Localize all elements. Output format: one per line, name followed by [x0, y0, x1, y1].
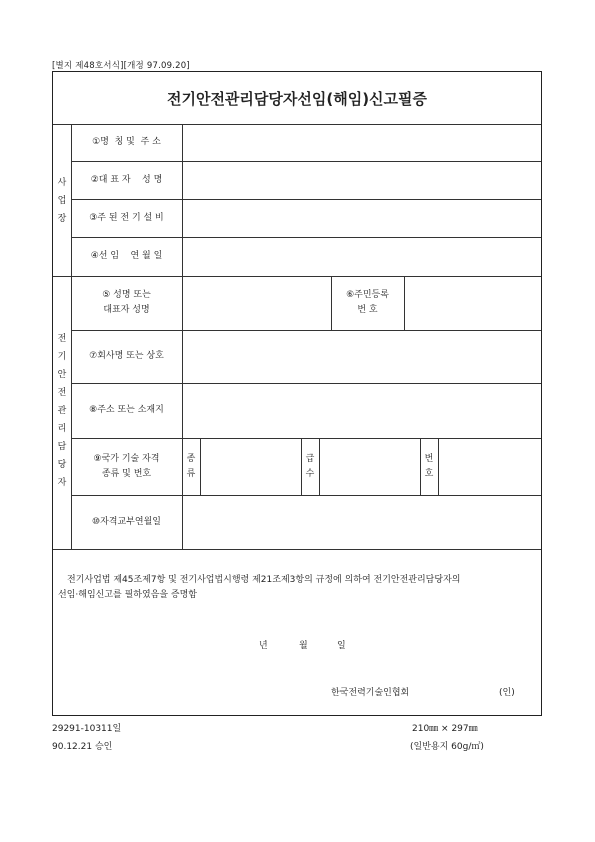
- appointment-date-label: ④선 임 연 월 일: [90, 251, 163, 261]
- grade-label: 급 수: [305, 454, 315, 479]
- issue-date-label: ⑩자격교부연월일: [92, 516, 161, 527]
- business-section-label: 사 업 장: [57, 178, 67, 224]
- manager-name-label: ⑤ 성명 또는 대표자 성명: [102, 290, 151, 315]
- approval-date: 90.12.21 승인: [52, 742, 113, 752]
- qualification-number-field[interactable]: [439, 439, 540, 495]
- main-equipment-field[interactable]: [183, 200, 540, 237]
- issuer-name: 한국전력기술인협회: [331, 688, 410, 698]
- resident-number-field[interactable]: [405, 277, 540, 330]
- paper-size: 210㎜ × 297㎜: [412, 724, 478, 734]
- qualification-label: ⑨국가 기술 자격 종류 및 번호: [93, 454, 160, 479]
- form-code: 29291-10311일: [52, 724, 122, 734]
- seal-mark: (인): [499, 688, 515, 698]
- issue-date-field[interactable]: [183, 496, 540, 549]
- qualification-type-label: 종 류: [186, 454, 196, 479]
- certificate-form: [52, 71, 542, 716]
- section-divider: [53, 549, 541, 550]
- manager-name-field[interactable]: [183, 277, 331, 330]
- form-title: 전기안전관리담당자선임(해임)신고필증: [166, 89, 428, 108]
- grade-field[interactable]: [320, 439, 420, 495]
- qualification-number-label: 번 호: [424, 454, 434, 479]
- business-name-address-field[interactable]: [183, 125, 540, 161]
- paper-type: (일반용지 60g/㎡): [410, 742, 484, 752]
- manager-section-label: 전 기 안 전 관 리 담 당 자: [57, 334, 67, 488]
- certification-text-line1: 전기사업법 제45조제7항 및 전기사업법시행령 제21조제3항의 규정에 의하여 전기안전관리담당자의: [67, 575, 461, 585]
- resident-number-label: ⑥주민등록 번 호: [346, 290, 389, 315]
- date-month-label: 월: [299, 641, 308, 651]
- business-name-address-label: ①명 칭 및 주 소: [92, 137, 161, 147]
- company-name-field[interactable]: [183, 331, 540, 383]
- qualification-type-field[interactable]: [201, 439, 301, 495]
- representative-name-field[interactable]: [183, 162, 540, 199]
- certification-text-line2: 선임·해임신고를 필하였음을 증명함: [58, 590, 197, 600]
- form-number-note: [별지 제48호서식][개정 97.09.20]: [52, 61, 190, 71]
- date-day-label: 일: [337, 641, 346, 651]
- address-label: ⑧주소 또는 소재지: [89, 405, 164, 415]
- appointment-date-field[interactable]: [183, 238, 540, 276]
- address-field[interactable]: [183, 384, 540, 438]
- date-year-label: 년: [259, 641, 268, 651]
- main-equipment-label: ③주 된 전 기 설 비: [89, 212, 164, 223]
- representative-name-label: ②대 표 자 성 명: [90, 174, 163, 185]
- company-name-label: ⑦회사명 또는 상호: [89, 351, 164, 361]
